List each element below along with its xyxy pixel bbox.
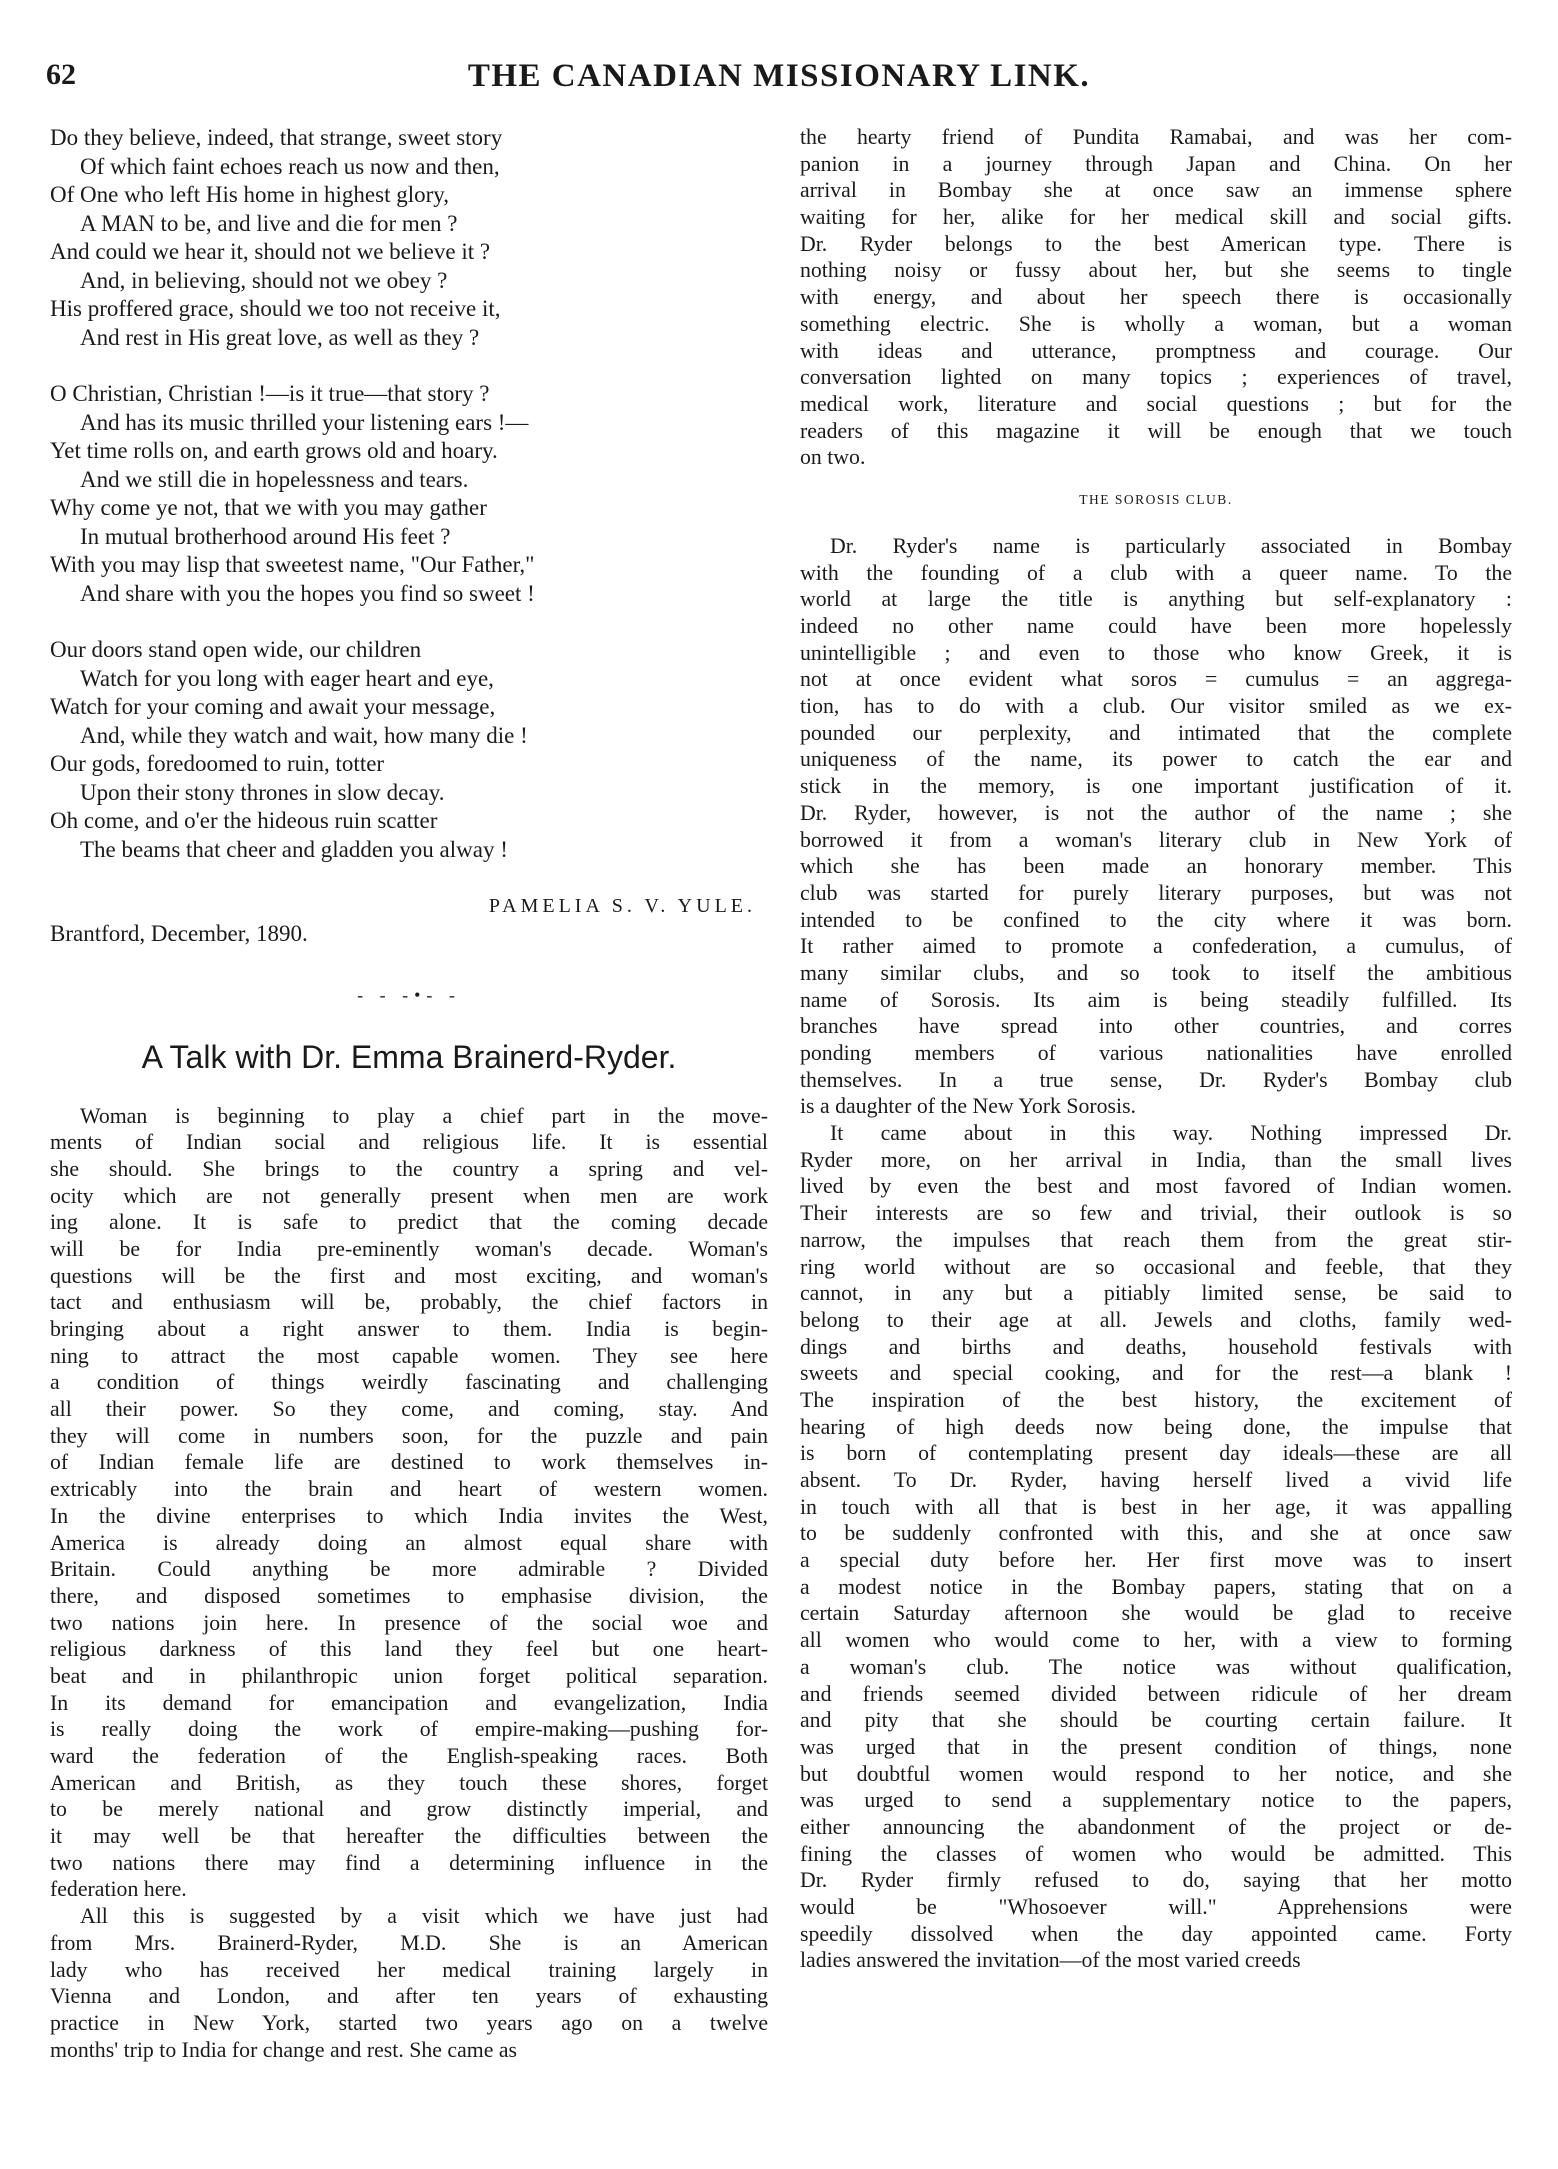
paragraph-line: federation here. [50, 1877, 187, 1902]
poem-line: Do they believe, indeed, that strange, sweet story [50, 125, 503, 150]
right-column [800, 124, 1512, 1974]
paragraph-line: themselves. In a true sense, Dr. Ryder's Bombay club [800, 1067, 1512, 1092]
poem-line: His proffered grace, should we too not receive it, [50, 296, 501, 321]
paragraph-line: indeed no other name could have been more hopelessly [800, 614, 1512, 638]
paragraph-line: dings and births and deaths, household festivals with [800, 1334, 1512, 1359]
section-separator: - - -•- - [357, 984, 461, 1005]
poem-line: And share with you the hopes you find so sweet ! [80, 580, 535, 606]
paragraph-line: club was started for purely literary purposes, but was not [800, 880, 1512, 905]
poem-line: And, in believing, should not we obey ? [80, 267, 448, 293]
paragraph-line: and pity that she should be courting certain failure. It [800, 1708, 1512, 1733]
paragraph-line: something electric. She is wholly a woman, but a woman [800, 311, 1512, 336]
paragraph-line: ments of Indian social and religious life. It is essential [50, 1130, 768, 1155]
paragraph-line: Ryder more, on her arrival in India, than the small lives [800, 1147, 1512, 1172]
paragraph-line: beat and in philanthropic union forget political separation. [50, 1663, 768, 1688]
paragraph-line: cannot, in any but a pitiably limited sense, be said to [800, 1281, 1512, 1306]
paragraph-line: but doubtful women would respond to her notice, and she [800, 1761, 1512, 1786]
paragraph-line: there, and disposed sometimes to emphasise division, the [50, 1583, 768, 1608]
paragraph [800, 533, 1512, 1120]
paragraph-line: The inspiration of the best history, the excitement of [800, 1387, 1512, 1412]
paragraph-line: the hearty friend of Pundita Ramabai, and was her com- [800, 125, 1512, 149]
poem-line: Watch for you long with eager heart and eye, [80, 665, 494, 691]
paragraph-line: medical work, literature and social questions ; but for the [800, 391, 1512, 416]
paragraph-line: lady who has received her medical training largely in [50, 1957, 768, 1982]
poem-signature: PAMELIA S. V. YULE. [488, 895, 756, 917]
paragraph-line: certain Saturday afternoon she would be glad to receive [800, 1601, 1512, 1626]
poem-line: The beams that cheer and gladden you alway ! [80, 836, 508, 862]
paragraph-line: ocity which are not generally present when men are work [50, 1183, 768, 1208]
paragraph-line: nothing noisy or fussy about her, but she seems to tingle [800, 258, 1512, 283]
paragraph-line: a condition of things weirdly fascinating and challenging [50, 1370, 768, 1395]
paragraph-line: ponding members of various nationalities have enrolled [800, 1041, 1512, 1065]
paragraph-line: from Mrs. Brainerd-Ryder, M.D. She is an American [50, 1930, 768, 1955]
paragraph-line: a modest notice in the Bombay papers, stating that on a [800, 1574, 1512, 1599]
paragraph-line: ing alone. It is safe to predict that the coming decade [50, 1210, 768, 1235]
paragraph-line: American and British, as they touch these shores, forget [50, 1770, 768, 1795]
poem-line: And has its music thrilled your listening ears !— [80, 409, 529, 435]
paragraph-line: tact and enthusiasm will be, probably, the chief factors in [50, 1290, 768, 1315]
poem-line: And we still die in hopelessness and tears. [80, 466, 469, 492]
article-body-left [50, 1103, 768, 2064]
paragraph-line: panion in a journey through Japan and China. On her [800, 151, 1512, 176]
paragraph-line: speedily dissolved when the day appointed came. Forty [800, 1921, 1512, 1946]
paragraph-line: America is already doing an almost equal share with [50, 1530, 768, 1555]
paragraph-line: readers of this magazine it will be enough that we touch [800, 418, 1512, 443]
paragraph-line: uniqueness of the name, its power to catch the ear and [800, 747, 1512, 772]
paragraph-line: questions will be the first and most exciting, and woman's [50, 1263, 768, 1288]
paragraph-line: sweets and special cooking, and for the rest—a blank ! [800, 1361, 1512, 1386]
paragraph-line: Vienna and London, and after ten years of exhausting [50, 1984, 768, 2009]
paragraph-line: unintelligible ; and even to those who know Greek, it is [800, 640, 1512, 665]
poem-line: And, while they watch and wait, how many die ! [80, 722, 528, 748]
paragraph [50, 1103, 768, 1904]
paragraph [800, 1120, 1512, 1974]
poem-line: Of which faint echoes reach us now and then, [80, 153, 500, 179]
paragraph-line: fining the classes of women who would be admitted. This [800, 1841, 1512, 1866]
poem-line: O Christian, Christian !—is it true—that story ? [50, 381, 490, 406]
paragraph-line: conversation lighted on many topics ; experiences of travel, [800, 365, 1512, 390]
paragraph-line: is really doing the work of empire-making—pushing for- [50, 1717, 768, 1742]
paragraph-line: It rather aimed to promote a confederation, a cumulus, of [800, 934, 1512, 959]
paragraph-line: all women who would come to her, with a view to forming [800, 1628, 1512, 1653]
poem-line: Oh come, and o'er the hideous ruin scatter [50, 808, 438, 833]
poem [50, 124, 768, 864]
poem-line: And rest in His great love, as well as they ? [80, 324, 480, 350]
paragraph-line: months' trip to India for change and rest. She came as [50, 2037, 517, 2062]
paragraph-line: lived by even the best and most favored of Indian women. [800, 1174, 1512, 1199]
paragraph-line: branches have spread into other countries, and corres [800, 1014, 1512, 1039]
paragraph-line: religious darkness of this land they feel but one heart- [50, 1637, 768, 1662]
paragraph-line: Woman is beginning to play a chief part in the move- [80, 1103, 768, 1128]
paragraph-line: with ideas and utterance, promptness and courage. Our [800, 338, 1512, 363]
paragraph [50, 1903, 768, 2063]
paragraph-line: practice in New York, started two years ago on a twelve [50, 2010, 768, 2035]
article-body-right [800, 533, 1512, 1974]
paragraph-line: is born of contemplating present day ideals—these are all [800, 1441, 1512, 1466]
poem-line: In mutual brotherhood around His feet ? [80, 523, 451, 549]
paragraph-line: will be for India pre-eminently woman's decade. Woman's [50, 1236, 768, 1261]
paragraph-line: In its demand for emancipation and evangelization, India [50, 1690, 768, 1715]
paragraph-line: bringing about a right answer to them. India is begin- [50, 1317, 768, 1341]
paragraph-line: In the divine enterprises to which India invites the West, [50, 1503, 768, 1528]
paragraph-line: not at once evident what soros = cumulus = an aggrega- [800, 667, 1512, 692]
paragraph-line: to be merely national and grow distinctly imperial, and [50, 1797, 768, 1822]
poem-line: With you may lisp that sweetest name, "Our Father," [50, 552, 535, 577]
paragraph-line: two nations join here. In presence of the social woe and [50, 1610, 768, 1635]
poem-line: Upon their stony thrones in slow decay. [80, 779, 445, 805]
paragraph-line: pounded our perplexity, and intimated that the complete [800, 720, 1512, 745]
poem-line: Watch for your coming and await your message, [50, 694, 496, 719]
paragraph-line: Their interests are so few and trivial, their outlook is so [800, 1201, 1512, 1226]
left-column [50, 124, 768, 2063]
paragraph-line: they will come in numbers soon, for the puzzle and pain [50, 1423, 768, 1448]
journal-title: THE CANADIAN MISSIONARY LINK. [467, 58, 1091, 94]
paragraph-line: many similar clubs, and so took to itself the ambitious [800, 960, 1512, 985]
paragraph-line: arrival in Bombay she at once saw an immense sphere [800, 178, 1512, 203]
paragraph-line: absent. To Dr. Ryder, having herself lived a vivid life [800, 1468, 1512, 1492]
paragraph-line: she should. She brings to the country a spring and vel- [50, 1156, 768, 1181]
paragraph-line: ning to attract the most capable women. They see here [50, 1343, 768, 1368]
paragraph-line: two nations there may find a determining influence in the [50, 1850, 768, 1875]
paragraph-line: tion, has to do with a club. Our visitor smiled as we ex- [800, 694, 1512, 719]
paragraph-line: of Indian female life are destined to work themselves in- [50, 1450, 768, 1475]
paragraph-line: world at large the title is anything but self-explanatory : [800, 587, 1512, 612]
paragraph-line: it may well be that hereafter the difficulties between the [50, 1824, 768, 1849]
paragraph-line: to be suddenly confronted with this, and she at once saw [800, 1521, 1512, 1546]
paragraph-line: borrowed it from a woman's literary club in New York of [800, 827, 1512, 852]
poem-line: A MAN to be, and live and die for men ? [80, 210, 458, 236]
paragraph-line: ward the federation of the English-speaking races. Both [50, 1744, 768, 1768]
paragraph-line: Dr. Ryder belongs to the best American type. There is [800, 231, 1512, 256]
paragraph-line: It came about in this way. Nothing impressed Dr. [830, 1121, 1512, 1146]
poem-line: Why come ye not, that we with you may gather [50, 495, 487, 520]
paragraph-line: hearing of high deeds now being done, the impulse that [800, 1414, 1512, 1439]
article-body-continued [800, 124, 1512, 471]
paragraph-line: a special duty before her. Her first move was to insert [800, 1548, 1512, 1573]
paragraph-line: was urged that in the present condition of things, none [800, 1734, 1512, 1759]
paragraph-line: would be "Whosoever will." Apprehensions were [800, 1895, 1512, 1919]
paragraph-line: was urged to send a supplementary notice to the papers, [800, 1788, 1512, 1813]
paragraph-line: in touch with all that is best in her age, it was appalling [800, 1494, 1512, 1519]
paragraph-line: waiting for her, alike for her medical skill and social gifts. [800, 205, 1512, 230]
poem-line: Our gods, foredoomed to ruin, totter [50, 751, 385, 776]
paragraph-line: which she has been made an honorary member. This [800, 854, 1512, 879]
poem-stanza [50, 124, 768, 352]
paragraph-line: Dr. Ryder, however, is not the author of the name ; she [800, 800, 1512, 825]
page-header [40, 58, 1518, 102]
paragraph-line: Dr. Ryder firmly refused to do, saying that her motto [800, 1868, 1512, 1893]
poem-line: Our doors stand open wide, our children [50, 637, 422, 662]
paragraph-line: belong to their age at all. Jewels and cloths, family wed- [800, 1307, 1512, 1332]
paragraph-line: name of Sorosis. Its aim is being steadily fulfilled. Its [800, 987, 1512, 1012]
paragraph-line: either announcing the abandonment of the project or de- [800, 1814, 1512, 1839]
paragraph-line: with energy, and about her speech there is occasionally [800, 285, 1512, 310]
poem-line: Yet time rolls on, and earth grows old and hoary. [50, 438, 498, 463]
poem-line: Of One who left His home in highest glory, [50, 182, 450, 207]
section-title: THE SOROSIS CLUB. [1079, 491, 1233, 507]
paragraph-line: with the founding of a club with a queer name. To the [800, 560, 1512, 585]
paragraph-line: is a daughter of the New York Sorosis. [800, 1094, 1137, 1119]
paragraph-line: Dr. Ryder's name is particularly associated in Bombay [830, 533, 1512, 558]
poem-stanza [50, 636, 768, 864]
poem-stanza [50, 380, 768, 608]
paragraph-line: extricably into the brain and heart of western women. [50, 1477, 768, 1502]
paragraph-line: Britain. Could anything be more admirable ? Divided [50, 1557, 768, 1582]
paragraph-line: all their power. So they come, and coming, stay. And [50, 1397, 768, 1422]
poem-line: And could we hear it, should not we believe it ? [50, 239, 491, 264]
paragraph-line: a woman's club. The notice was without qualification, [800, 1654, 1512, 1679]
paragraph-line: stick in the memory, is one important justification of it. [800, 774, 1512, 799]
paragraph-line: ladies answered the invitation—of the most varied creeds [800, 1948, 1301, 1973]
article-title: A Talk with Dr. Emma Brainerd-Ryder. [141, 1038, 677, 1075]
paragraph-line: All this is suggested by a visit which we have just had [80, 1904, 768, 1929]
page-number: 62 [46, 58, 76, 91]
paragraph [800, 124, 1512, 471]
paragraph-line: narrow, the impulses that reach them from the great stir- [800, 1227, 1512, 1252]
paragraph-line: and friends seemed divided between ridicule of her dream [800, 1681, 1512, 1706]
paragraph-line: on two. [800, 445, 866, 470]
paragraph-line: intended to be confined to the city where it was born. [800, 907, 1512, 932]
poem-place-date: Brantford, December, 1890. [50, 921, 308, 946]
paragraph-line: ring world without are so occasional and feeble, that they [800, 1254, 1512, 1279]
